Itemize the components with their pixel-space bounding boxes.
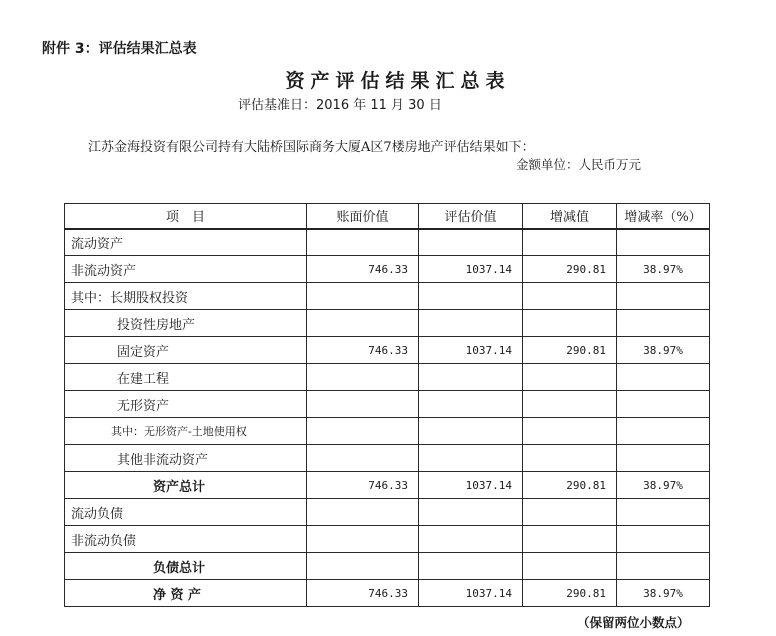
table-row <box>65 310 710 337</box>
row-item: 负债总计 <box>65 553 307 580</box>
row-change-rate <box>617 553 710 580</box>
row-item: 非流动负债 <box>65 526 307 553</box>
table-row <box>65 337 710 364</box>
row-book-value <box>307 553 419 580</box>
table-row <box>65 445 710 472</box>
header-item: 项 目 <box>65 204 307 229</box>
row-change: 290.81 <box>523 580 617 607</box>
row-appraised-value: 1037.14 <box>419 472 523 499</box>
row-appraised-value <box>419 229 523 256</box>
row-appraised-value <box>419 526 523 553</box>
row-appraised-value <box>419 445 523 472</box>
row-book-value <box>307 229 419 256</box>
results-table <box>64 203 710 607</box>
row-change: 290.81 <box>523 256 617 283</box>
row-change-rate: 38.97% <box>617 580 710 607</box>
table-row <box>65 580 710 607</box>
row-appraised-value <box>419 391 523 418</box>
row-appraised-value: 1037.14 <box>419 580 523 607</box>
row-item: 非流动资产 <box>65 256 307 283</box>
row-item: 流动资产 <box>65 229 307 256</box>
row-book-value <box>307 499 419 526</box>
table-row <box>65 418 710 445</box>
row-change-rate <box>617 499 710 526</box>
row-item: 投资性房地产 <box>65 310 307 337</box>
row-change: 290.81 <box>523 472 617 499</box>
row-change <box>523 229 617 256</box>
row-change <box>523 418 617 445</box>
row-change <box>523 364 617 391</box>
row-book-value: 746.33 <box>307 580 419 607</box>
amount-unit: 金额单位：人民币万元 <box>516 157 642 172</box>
row-change-rate: 38.97% <box>617 337 710 364</box>
row-book-value <box>307 445 419 472</box>
row-appraised-value <box>419 553 523 580</box>
header-appraised-value: 评估价值 <box>419 204 523 229</box>
row-appraised-value <box>419 310 523 337</box>
row-item: 其中：无形资产-土地使用权 <box>65 418 307 445</box>
row-appraised-value <box>419 364 523 391</box>
row-item: 净 资 产 <box>65 580 307 607</box>
header-book-value: 账面价值 <box>307 204 419 229</box>
row-item: 其他非流动资产 <box>65 445 307 472</box>
row-change-rate: 38.97% <box>617 472 710 499</box>
table-row <box>65 364 710 391</box>
row-change <box>523 445 617 472</box>
row-change-rate <box>617 229 710 256</box>
table-row <box>65 283 710 310</box>
table-row <box>65 553 710 580</box>
intro-text: 江苏金海投资有限公司持有大陆桥国际商务大厦A区7楼房地产评估结果如下： <box>88 140 535 155</box>
row-change-rate <box>617 283 710 310</box>
row-item: 无形资产 <box>65 391 307 418</box>
attachment-label: 附件 3：评估结果汇总表 <box>42 41 197 57</box>
row-change-rate <box>617 418 710 445</box>
row-change <box>523 526 617 553</box>
row-item: 资产总计 <box>65 472 307 499</box>
row-book-value: 746.33 <box>307 256 419 283</box>
row-change <box>523 391 617 418</box>
row-change <box>523 283 617 310</box>
row-change-rate: 38.97% <box>617 256 710 283</box>
row-book-value <box>307 526 419 553</box>
row-item: 在建工程 <box>65 364 307 391</box>
row-change-rate <box>617 364 710 391</box>
row-change <box>523 499 617 526</box>
row-change: 290.81 <box>523 337 617 364</box>
row-book-value <box>307 283 419 310</box>
row-change-rate <box>617 391 710 418</box>
base-date: 评估基准日：2016 年 11 月 30 日 <box>238 98 442 113</box>
row-appraised-value: 1037.14 <box>419 337 523 364</box>
row-item: 流动负债 <box>65 499 307 526</box>
row-book-value <box>307 364 419 391</box>
row-appraised-value: 1037.14 <box>419 256 523 283</box>
table-row <box>65 499 710 526</box>
row-appraised-value <box>419 418 523 445</box>
row-item: 其中：长期股权投资 <box>65 283 307 310</box>
row-book-value: 746.33 <box>307 337 419 364</box>
row-appraised-value <box>419 283 523 310</box>
row-change-rate <box>617 310 710 337</box>
page-title: 资产评估结果汇总表 <box>285 70 511 92</box>
header-change: 增减值 <box>523 204 617 229</box>
table-row <box>65 256 710 283</box>
row-appraised-value <box>419 499 523 526</box>
table-row <box>65 391 710 418</box>
table-header-row <box>65 204 710 229</box>
row-book-value <box>307 391 419 418</box>
row-change-rate <box>617 445 710 472</box>
row-change <box>523 310 617 337</box>
row-book-value <box>307 418 419 445</box>
header-change-rate: 增减率（%） <box>617 204 710 229</box>
table-row <box>65 526 710 553</box>
row-change-rate <box>617 526 710 553</box>
row-change <box>523 553 617 580</box>
table-row <box>65 472 710 499</box>
row-book-value <box>307 310 419 337</box>
row-book-value: 746.33 <box>307 472 419 499</box>
table-row <box>65 229 710 256</box>
row-item: 固定资产 <box>65 337 307 364</box>
footnote: （保留两位小数点） <box>577 615 690 630</box>
